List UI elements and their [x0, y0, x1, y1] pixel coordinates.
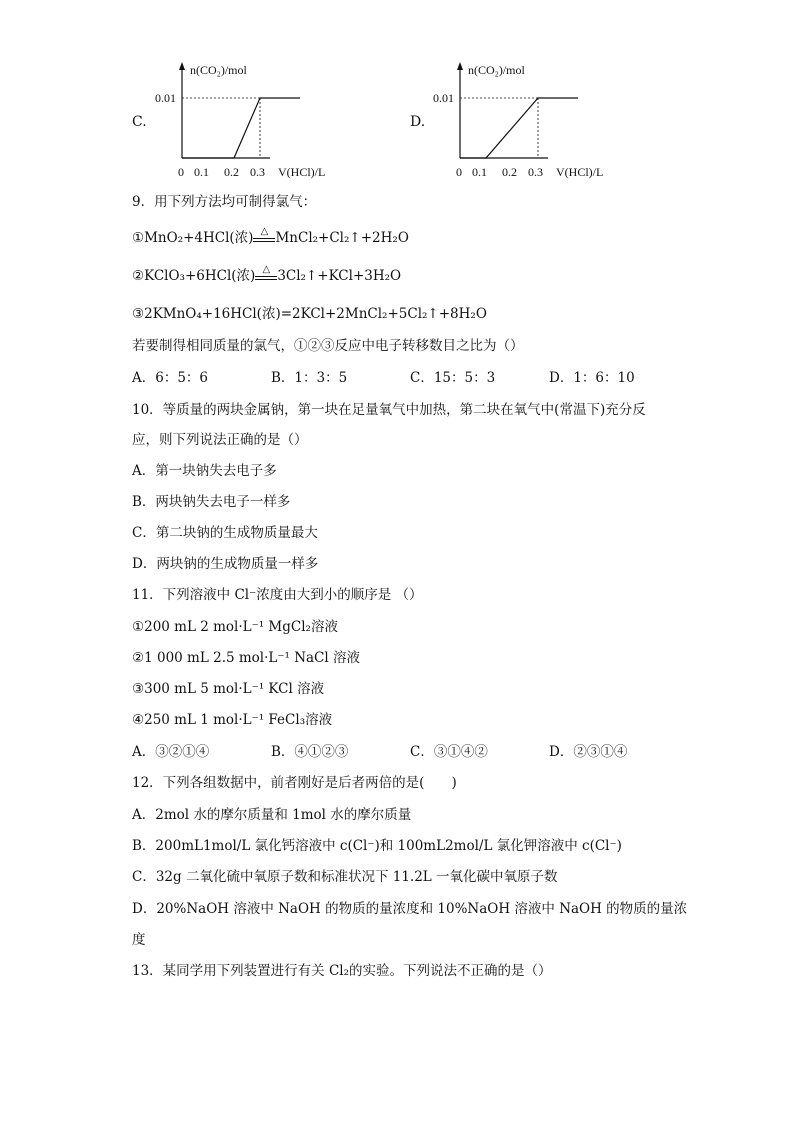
q11-item-1: ①200 mL 2 mol·L⁻¹ MgCl₂溶液 [132, 619, 338, 635]
delta-symbol: △ [262, 264, 271, 275]
q12-option-c[interactable]: C．32g 二氧化硫中氧原子数和标准状况下 11.2L 一氧化碳中氧原子数 [132, 869, 558, 885]
q9-option-a[interactable]: A．6：5：6 [132, 370, 209, 386]
q9-r1-products: MnCl₂+Cl₂↑+2H₂O [275, 230, 409, 246]
graph-c-label: C. [132, 114, 147, 130]
graph-d-y-arrow [457, 62, 463, 70]
graph-c-y-arrow [179, 62, 185, 70]
q9-r2-products: 3Cl₂↑+KCl+3H₂O [277, 268, 402, 284]
graph-d-label: D. [410, 114, 426, 130]
graph-c-curve [182, 98, 300, 158]
q10-option-c[interactable]: C．第二块钠的生成物质量最大 [132, 525, 318, 541]
q10-option-d[interactable]: D．两块钠的生成物质量一样多 [132, 556, 319, 572]
q9-reaction-1 [132, 228, 409, 248]
graph-d-curve [460, 98, 578, 158]
heat-condition [255, 266, 277, 280]
q11-option-c[interactable]: C．③①④② [410, 744, 488, 760]
q11-item-4: ④250 mL 1 mol·L⁻¹ FeCl₃溶液 [132, 712, 333, 728]
q10-option-b[interactable]: B．两块钠失去电子一样多 [132, 494, 291, 510]
q12-option-d-line1[interactable]: D．20%NaOH 溶液中 NaOH 的物质的量浓度和 10%NaOH 溶液中 NaOH 的物质的量浓 [132, 901, 688, 917]
graph-c-xlabel: V(HCl)/L [278, 165, 326, 179]
q12-stem: 12．下列各组数据中，前者刚好是后者两倍的是( ) [132, 775, 457, 791]
heat-condition [253, 228, 275, 242]
graph-d-xtick-2: 0.2 [502, 165, 517, 179]
q9-question: 若要制得相同质量的氯气，①②③反应中电子转移数目之比为（） [132, 338, 524, 354]
q11-option-b[interactable]: B．④①②③ [271, 744, 349, 760]
graph-c-xtick-2: 0.2 [224, 165, 239, 179]
q12-option-b[interactable]: B．200mL1mol/L 氯化钙溶液中 c(Cl⁻)和 100mL2mol/L 氯化钾溶液中 c(Cl⁻) [132, 838, 622, 854]
q11-item-3: ③300 mL 5 mol·L⁻¹ KCl 溶液 [132, 681, 325, 697]
graph-d-ytick: 0.01 [433, 91, 454, 105]
graph-d-xtick-1: 0.1 [472, 165, 487, 179]
graph-c-xtick-0: 0 [178, 165, 184, 179]
q10-option-a[interactable]: A．第一块钠失去电子多 [132, 463, 277, 479]
graph-c-ylabel: n(CO₂)/mol [190, 63, 247, 77]
q12-option-a[interactable]: A．2mol 水的摩尔质量和 1mol 水的摩尔质量 [132, 807, 412, 823]
q9-reaction-3: ③2KMnO₄+16HCl(浓)=2KCl+2MnCl₂+5Cl₂↑+8H₂O [132, 306, 487, 322]
q12-option-d-line2[interactable]: 度 [132, 932, 146, 948]
q9-stem: 9．用下列方法均可制得氯气： [132, 194, 317, 210]
q11-options [132, 742, 627, 762]
q9-reaction-2 [132, 266, 401, 286]
q11-item-2: ②1 000 mL 2.5 mol·L⁻¹ NaCl 溶液 [132, 650, 360, 666]
graph-d-xtick-3: 0.3 [528, 165, 543, 179]
q9-option-b[interactable]: B．1：3：5 [271, 370, 348, 386]
graph-c-xtick-3: 0.3 [250, 165, 265, 179]
q11-option-d[interactable]: D．②③①④ [549, 744, 628, 760]
q11-option-a[interactable]: A．③②①④ [132, 744, 210, 760]
graph-c-xtick-1: 0.1 [194, 165, 209, 179]
graph-d [428, 58, 648, 183]
q10-stem-line2: 应，则下列说法正确的是（） [132, 432, 308, 448]
q11-stem: 11．下列溶液中 Cl⁻浓度由大到小的顺序是 （） [132, 587, 423, 603]
q9-option-c[interactable]: C．15：5：3 [410, 370, 496, 386]
graph-d-xlabel: V(HCl)/L [556, 165, 604, 179]
graph-c-ytick: 0.01 [155, 91, 176, 105]
q10-stem-line1: 10．等质量的两块金属钠，第一块在足量氧气中加热，第二块在氧气中(常温下)充分反 [132, 402, 646, 418]
graph-d-xtick-0: 0 [456, 165, 462, 179]
delta-symbol: △ [260, 226, 269, 237]
q9-r1-reactants: ①MnO₂+4HCl(浓) [132, 230, 254, 246]
graph-c [150, 58, 370, 183]
q9-option-d[interactable]: D．1：6：10 [549, 370, 635, 386]
q13-stem: 13．某同学用下列装置进行有关 Cl₂的实验。下列说法不正确的是（） [132, 963, 552, 979]
q9-r2-reactants: ②KClO₃+6HCl(浓) [132, 268, 256, 284]
graph-d-ylabel: n(CO₂)/mol [468, 63, 525, 77]
q9-options [132, 368, 635, 388]
